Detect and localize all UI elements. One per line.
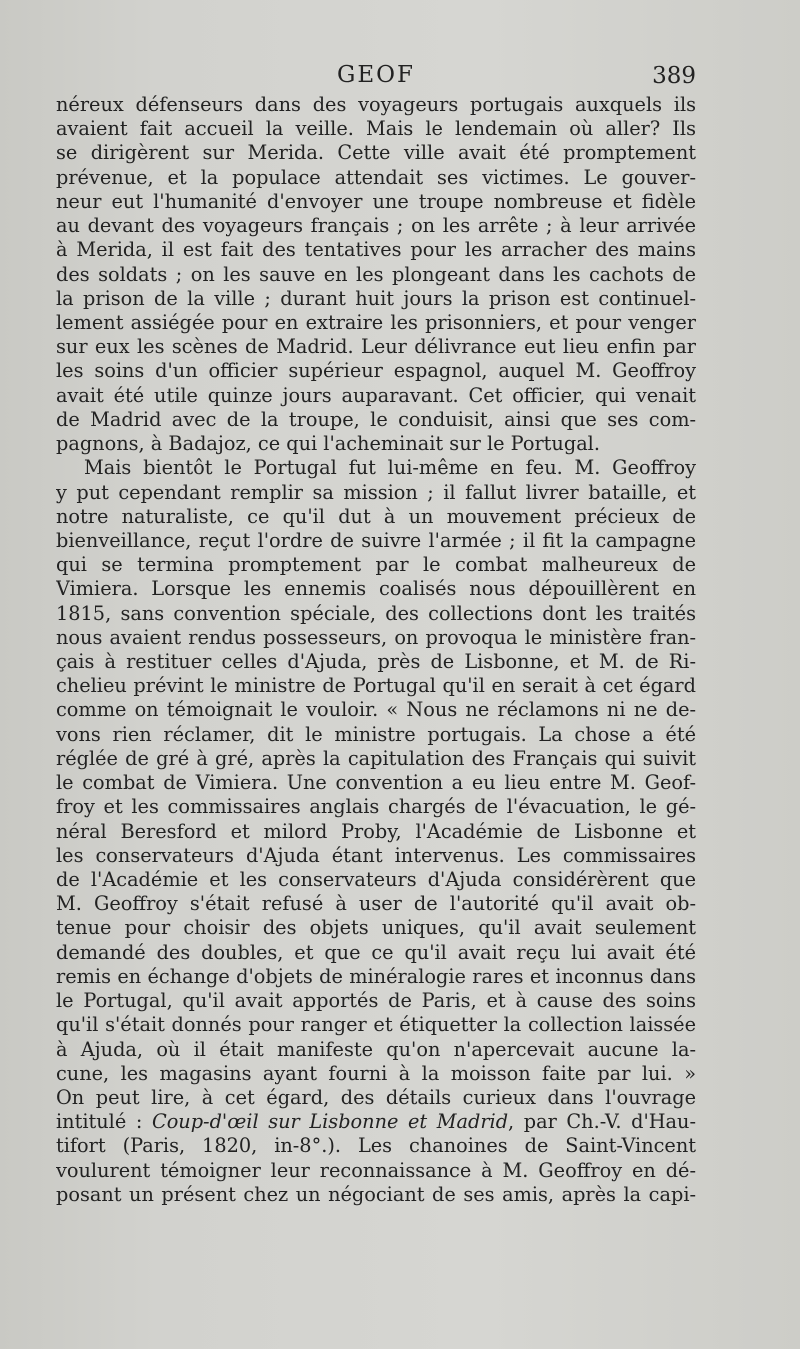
text-line: nous avaient rendus possesseurs, on provoqua le ministère fran- [56,625,696,649]
text-line: de Madrid avec de la troupe, le conduisit, ainsi que ses com- [56,407,696,431]
text-line: le combat de Vimiera. Une convention a eu lieu entre M. Geof- [56,771,696,795]
text-line: chelieu prévint le ministre de Portugal qu'il en serait à cet égard [56,674,696,698]
text-line: comme on témoignait le vouloir. « Nous ne réclamons ni ne de- [56,698,696,722]
text-line: 1815, sans convention spéciale, des collections dont les traités [56,601,696,625]
running-title: GEOF [337,62,415,88]
text-line: voulurent témoigner leur reconnaissance à M. Geoffroy en dé- [56,1158,696,1182]
text-line: bienveillance, reçut l'ordre de suivre l'armée ; il fit la campagne [56,528,696,552]
text-line: avait été utile quinze jours auparavant. Cet officier, qui venait [56,383,696,407]
text-line: Vimiera. Lorsque les ennemis coalisés nous dépouillèrent en [56,577,696,601]
text-line: Mais bientôt le Portugal fut lui-même en feu. M. Geoffroy [84,456,696,480]
text-line: tenue pour choisir des objets uniques, qu'il avait seulement [56,916,696,940]
text-line: tifort (Paris, 1820, in-8°.). Les chanoines de Saint-Vincent [56,1134,696,1158]
text-line: la prison de la ville ; durant huit jours la prison est continuel- [56,286,696,310]
text-line: réglée de gré à gré, après la capitulation des Français qui suivit [56,746,696,770]
text-line: çais à restituer celles d'Ajuda, près de Lisbonne, et M. de Ri- [56,650,696,674]
text-line: posant un présent chez un négociant de ses amis, après la capi- [56,1182,696,1206]
text-line: néral Beresford et milord Proby, l'Académie de Lisbonne et [56,819,696,843]
text-line: pagnons, à Badajoz, ce qui l'acheminait sur le Portugal. [56,432,600,456]
text-line: qui se termina promptement par le combat malheureux de [56,553,696,577]
text-line: y put cependant remplir sa mission ; il fallut livrer bataille, et [56,480,696,504]
text-line: à Merida, il est fait des tentatives pour les arracher des mains [56,238,696,262]
text-line: vons rien réclamer, dit le ministre portugais. La chose a été [56,722,696,746]
text-line: le Portugal, qu'il avait apportés de Paris, et à cause des soins [56,989,696,1013]
text-line: qu'il s'était donnés pour ranger et étiquetter la collection laissée [56,1013,696,1037]
book-title: Coup-d'œil sur Lisbonne et Madrid [151,1110,509,1134]
text-line: néreux défenseurs dans des voyageurs portugais auxquels ils [56,93,696,116]
text-line: neur eut l'humanité d'envoyer une troupe nombreuse et fidèle [56,189,696,213]
text-line: prévenue, et la populace attendait ses victimes. Le gouver- [56,165,696,189]
text-line: froy et les commissaires anglais chargés de l'évacuation, le gé- [56,795,696,819]
text-line: les soins d'un officier supérieur espagnol, auquel M. Geoffroy [56,359,696,383]
text-line: des soldats ; on les sauve en les plongeant dans les cachots de [56,262,696,286]
page-number: 389 [652,63,696,89]
text-line: de l'Académie et les conservateurs d'Ajuda considérèrent que [56,868,696,891]
text-line: On peut lire, à cet égard, des détails curieux dans l'ouvrage [56,1085,696,1109]
body-text [56,93,696,1207]
text-line: à Ajuda, où il était manifeste qu'on n'apercevait aucune la- [56,1037,696,1061]
text-line: notre naturaliste, ce qu'il dut à un mouvement précieux de [56,504,696,528]
text-line: avaient fait accueil la veille. Mais le lendemain où aller? Ils [56,117,696,141]
text-line: se dirigèrent sur Merida. Cette ville avait été promptement [56,141,696,165]
text-line: au devant des voyageurs français ; on les arrête ; à leur arrivée [56,214,696,238]
page-header [56,62,696,92]
text-line: intitulé : Coup-d'œil sur Lisbonne et Madrid, par Ch.-V. d'Hau- [56,1110,696,1134]
text-line: M. Geoffroy s'était refusé à user de l'autorité qu'il avait ob- [56,892,696,916]
text-line: remis en échange d'objets de minéralogie rares et inconnus dans [56,964,696,988]
text-line: demandé des doubles, et que ce qu'il avait reçu lui avait été [56,940,696,964]
text-line: lement assiégée pour en extraire les prisonniers, et pour venger [56,310,696,334]
text-line: les conservateurs d'Ajuda étant intervenus. Les commissaires [56,843,696,867]
text-line: cune, les magasins ayant fourni à la moisson faite par lui. » [56,1061,696,1085]
text-line: sur eux les scènes de Madrid. Leur délivrance eut lieu enfin par [56,335,696,359]
